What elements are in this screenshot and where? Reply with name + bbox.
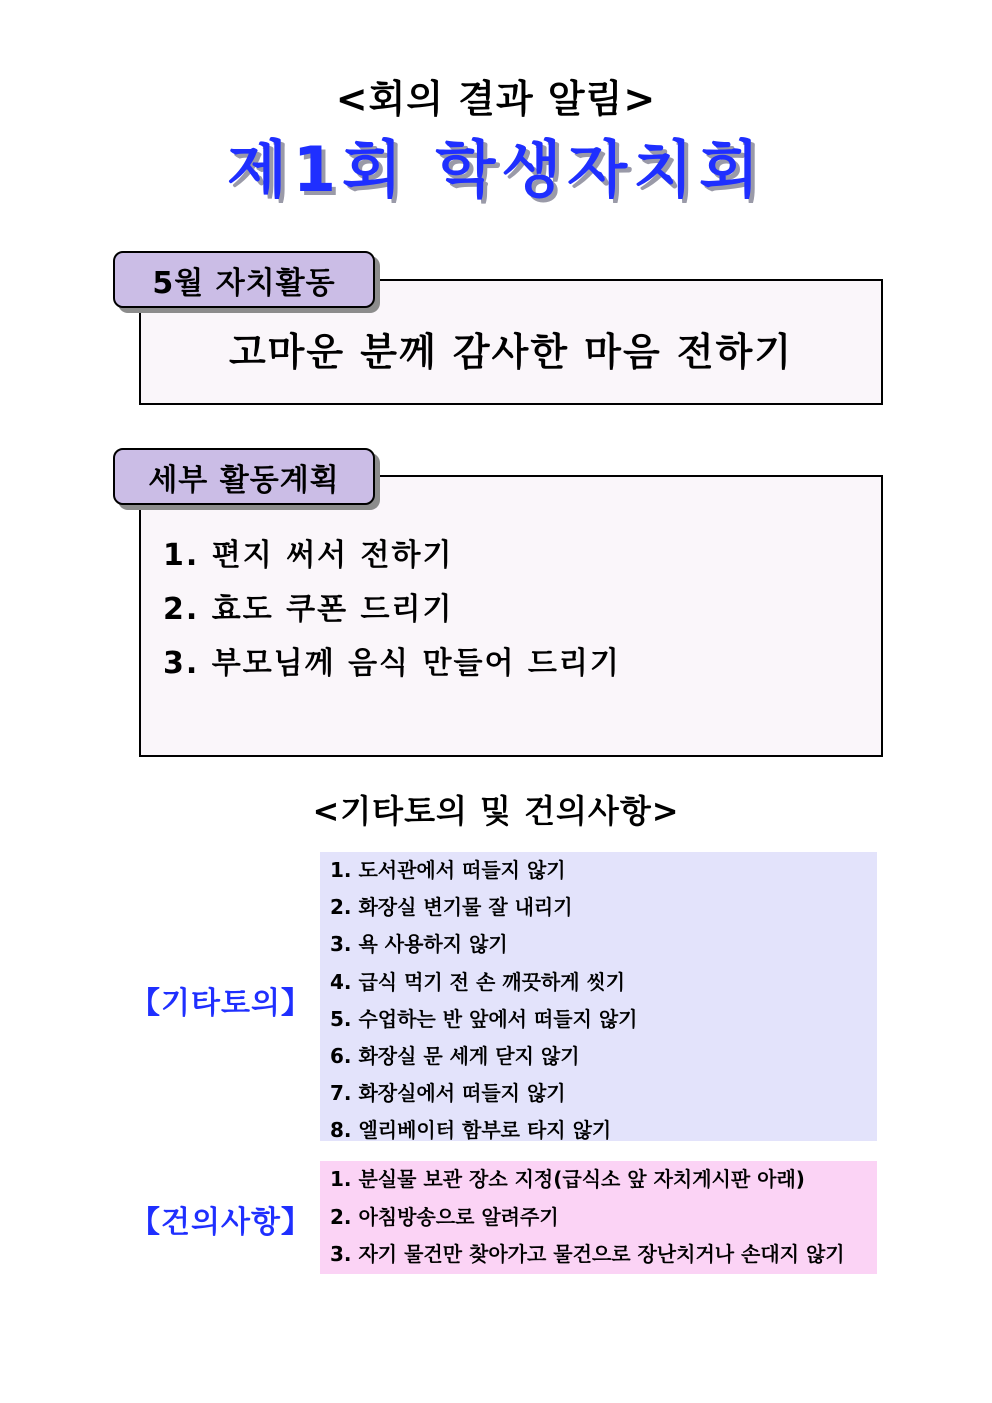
suggestions-panel — [320, 1161, 877, 1274]
plan-item: 3. 부모님께 음식 만들어 드리기 — [163, 646, 621, 681]
list-item: 1. 분실물 보관 장소 지정(급식소 앞 자치게시판 아래) — [330, 1167, 805, 1191]
list-item: 6. 화장실 문 세게 닫지 않기 — [330, 1044, 580, 1069]
list-item: 2. 아침방송으로 알려주기 — [330, 1204, 559, 1229]
other-discussion-panel — [320, 852, 877, 1141]
activity-text: 고마운 분께 감사한 마음 전하기 — [228, 330, 794, 374]
document-title: 제1회 학생자치회 — [227, 133, 765, 206]
plan-box — [139, 475, 883, 757]
plan-item: 1. 편지 써서 전하기 — [163, 538, 454, 573]
list-item: 2. 화장실 변기물 잘 내리기 — [330, 895, 573, 920]
list-item: 5. 수업하는 반 앞에서 떠들지 않기 — [330, 1006, 638, 1031]
plan-tag: 세부 활동계획 — [113, 448, 375, 505]
list-item: 7. 화장실에서 떠들지 않기 — [330, 1081, 566, 1106]
other-discussion-list — [330, 852, 638, 1150]
plan-list — [163, 529, 621, 691]
document-subtitle: <회의 결과 알림> — [335, 77, 657, 121]
activity-tag: 5월 자치활동 — [113, 251, 375, 308]
list-item: 8. 엘리베이터 함부로 타지 않기 — [330, 1118, 612, 1143]
suggestions-list — [330, 1161, 845, 1274]
list-item: 3. 욕 사용하지 않기 — [330, 932, 508, 957]
list-item: 3. 자기 물건만 찾아가고 물건으로 장난치거나 손대지 않기 — [330, 1242, 845, 1266]
list-item: 4. 급식 먹기 전 손 깨끗하게 씻기 — [330, 969, 626, 994]
discussion-heading: <기타토의 및 건의사항> — [312, 792, 680, 830]
list-item: 1. 도서관에서 떠들지 않기 — [330, 858, 566, 882]
plan-item: 2. 효도 쿠폰 드리기 — [163, 592, 454, 627]
other-discussion-label: 【기타토의】 — [130, 986, 312, 1021]
suggestions-label: 【건의사항】 — [130, 1205, 312, 1240]
